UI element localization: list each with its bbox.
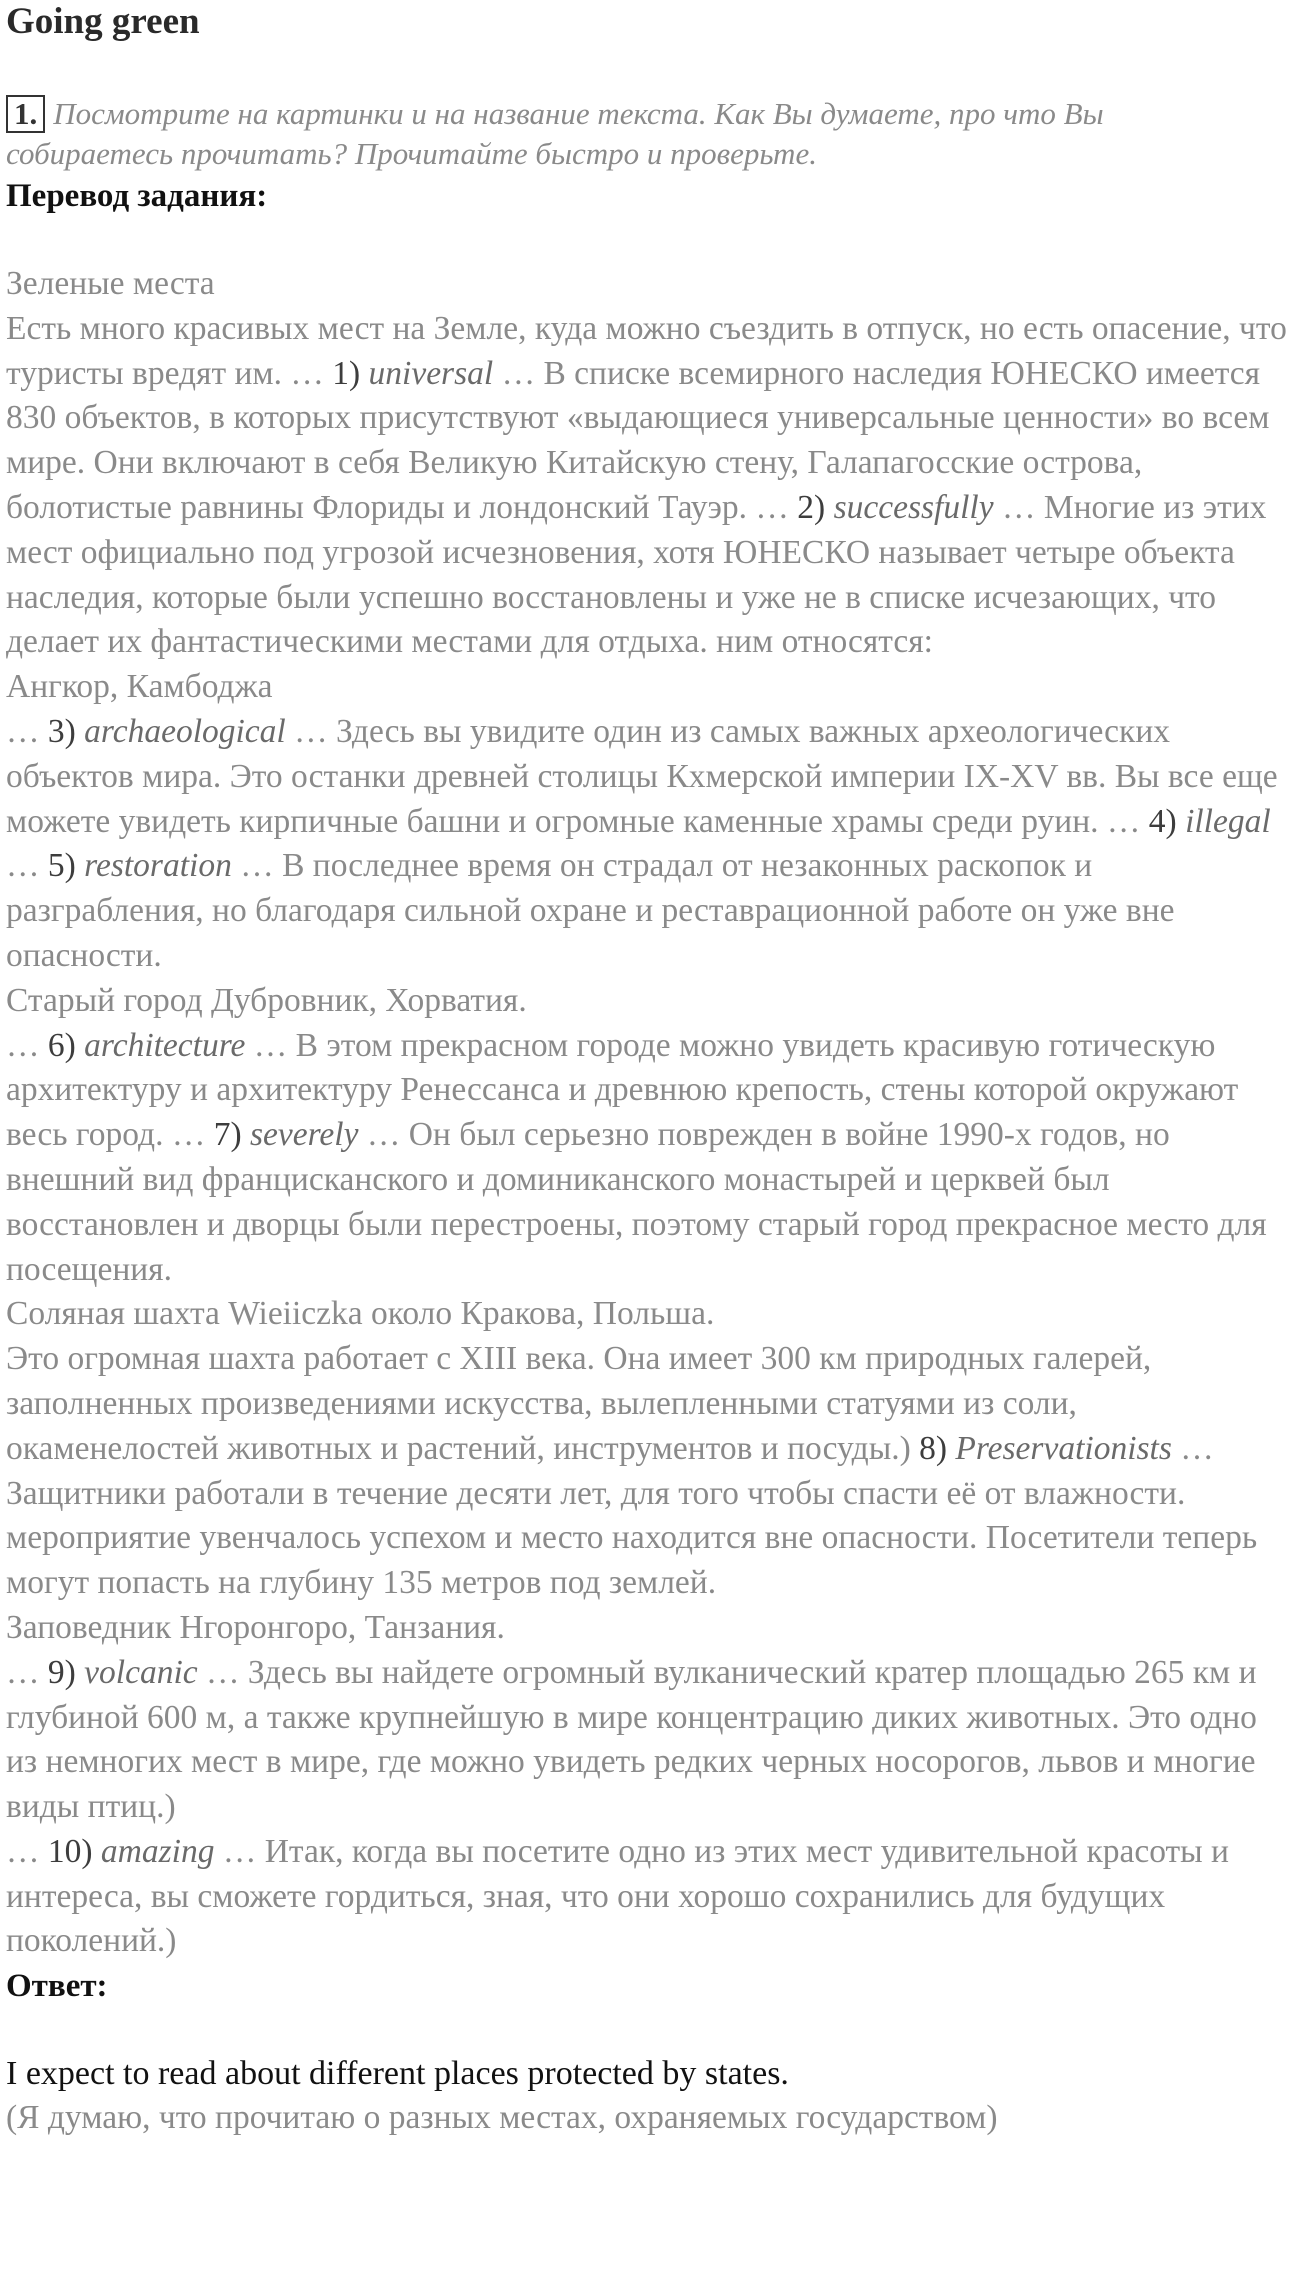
ellipsis: … xyxy=(1180,1429,1214,1467)
ellipsis: … xyxy=(222,1832,257,1870)
ellipsis: … xyxy=(240,847,274,885)
ellipsis: … xyxy=(206,1653,240,1691)
task-number-badge: 1. xyxy=(6,95,45,133)
translation-body xyxy=(6,262,1291,1964)
gap-word: volcanic xyxy=(84,1653,198,1691)
gap-word: severely xyxy=(250,1116,359,1154)
gap-number: 3) xyxy=(47,712,76,750)
document-page xyxy=(6,0,1291,2140)
task-instruction-text-1: Посмотрите на картинки и на название текста. Как Вы думаете, про что Вы xyxy=(53,96,1104,131)
gap-4 xyxy=(1149,803,1271,840)
ellipsis: … xyxy=(1001,488,1036,526)
task-instruction-line-2: собираетесь прочитать? Прочитайте быстро и проверьте. xyxy=(6,136,817,171)
gap-2 xyxy=(797,489,993,526)
ellipsis: … xyxy=(6,712,40,750)
gap-number: 6) xyxy=(47,1026,76,1064)
answer-english: I expect to read about different places protected by states. xyxy=(6,2055,789,2093)
place-heading-dubrovnik: Старый город Дубровник, Хорватия. xyxy=(6,981,527,1019)
paragraph-text: Защитники работали в течение десяти лет, для того чтобы спасти её от влажности. мероприятие увенчалось успехом и место находится вне опасности. Посетители теперь могут попасть на глубину 135 метров под землей. xyxy=(6,1474,1258,1602)
gap-number: 10) xyxy=(47,1832,93,1870)
gap-10 xyxy=(48,1833,215,1870)
gap-number: 5) xyxy=(47,847,76,885)
page-title: Going green xyxy=(6,1,200,42)
gap-number: 2) xyxy=(797,488,826,526)
answer-russian: (Я думаю, что прочитаю о разных местах, охраняемых государством) xyxy=(6,2099,998,2137)
paragraph-conclusion xyxy=(6,1830,1291,1964)
paragraph-dubrovnik xyxy=(6,1024,1291,1293)
gap-8 xyxy=(919,1430,1172,1467)
paragraph-intro xyxy=(6,307,1291,665)
paragraph-text: Итак, когда вы посетите одно из этих мест удивительной красоты и интереса, вы сможете гордиться, зная, что они хорошо сохранились для будущих поколений.) xyxy=(6,1832,1229,1960)
paragraph-angkor xyxy=(6,710,1291,979)
paragraph-text: Есть много красивых мест на Земле, куда можно съездить в отпуск, но есть опасение, что туристы вредят им. xyxy=(6,309,1287,392)
translation-heading: Перевод задания: xyxy=(6,178,268,214)
spacer xyxy=(6,2008,1291,2052)
gap-5 xyxy=(48,847,232,884)
gap-word: amazing xyxy=(100,1832,215,1870)
ellipsis: … xyxy=(501,354,536,392)
paragraph-text: В этом прекрасном городе можно увидеть красивую готическую архитектуру и архитектуру Ренессанса и древнюю крепость, стены которой окружают весь город. xyxy=(6,1026,1239,1154)
gap-word: Preservationists xyxy=(955,1429,1172,1467)
gap-3 xyxy=(48,713,286,750)
gap-word: successfully xyxy=(833,488,994,526)
ellipsis: … xyxy=(6,1653,40,1691)
task-block xyxy=(6,94,1291,174)
gap-number: 9) xyxy=(47,1653,76,1691)
gap-number: 4) xyxy=(1148,802,1177,840)
gap-1 xyxy=(332,355,493,392)
gap-number: 8) xyxy=(919,1429,948,1467)
paragraph-text: Он был серьезно поврежден в войне 1990-х годов, но внешний вид францисканского и доминиканского монастырей и церквей был восстановлен и дворцы были перестроены, поэтому старый город прекрасное место для посещения. xyxy=(6,1116,1267,1288)
paragraph-ngorongoro xyxy=(6,1651,1291,1830)
ellipsis: … xyxy=(755,488,789,526)
gap-6 xyxy=(48,1027,246,1064)
gap-word: illegal xyxy=(1185,802,1271,840)
paragraph-text: В списке всемирного наследия ЮНЕСКО имеется 830 объектов, в которых присутствуют «выдающиеся универсальные ценности» во всем мире. Они включают в себя Великую Китайскую стену, Галапагосские острова, болотистые равнины Флориды и лондонский Тауэр. xyxy=(6,354,1270,526)
ellipsis: … xyxy=(253,1026,288,1064)
ellipsis: … xyxy=(6,1026,40,1064)
gap-word: restoration xyxy=(84,847,232,885)
spacer xyxy=(6,218,1291,262)
paragraph-text: Это огромная шахта работает с XIII века. Она имеет 300 км природных галерей, заполненных произведениями искусства, вылепленными статуями из соли, окаменелостей животных и растений, инструментов и посуды.) xyxy=(6,1340,1152,1467)
ellipsis: … xyxy=(6,1832,40,1870)
answer-heading: Ответ: xyxy=(6,1968,108,2005)
ellipsis: … xyxy=(290,354,324,392)
gap-word: architecture xyxy=(84,1026,246,1064)
paragraph-text: Здесь вы найдете огромный вулканический кратер площадью 265 км и глубиной 600 м, а также крупнейшую в мире концентрацию диких животных. Это одно из немногих мест в мире, где можно увидеть редких черных носорогов, львов и многие виды птиц.) xyxy=(6,1653,1257,1826)
ellipsis: … xyxy=(294,712,328,750)
ellipsis: … xyxy=(1106,802,1141,840)
paragraph-text: В последнее время он страдал от незаконных раскопок и разграбления, но благодаря сильной охране и реставрационной работе он уже вне опасности. xyxy=(6,847,1175,974)
paragraph-wieliczka xyxy=(6,1337,1291,1606)
place-heading-wieliczka: Соляная шахта Wieiiczka около Кракова, Польша. xyxy=(6,1295,715,1333)
paragraph-text: Здесь вы увидите один из самых важных археологических объектов мира. Это останки древней столицы Кхмерской империи IX-XV вв. Вы все еще можете увидеть кирпичные башни и огромные каменные храмы среди руин. xyxy=(6,712,1278,840)
gap-9 xyxy=(48,1654,198,1691)
paragraph-text: Многие из этих мест официально под угрозой исчезновения, хотя ЮНЕСКО называет четыре объекта наследия, которые были успешно восстановлены и уже не в списке исчезающих, что делает их фантастическими местами для отдыха. ним относятся: xyxy=(6,488,1267,661)
text-heading: Зеленые места xyxy=(6,265,215,302)
task-instruction-line-1 xyxy=(6,94,1291,134)
ellipsis: … xyxy=(171,1116,206,1154)
ellipsis: … xyxy=(366,1116,401,1154)
gap-number: 7) xyxy=(213,1116,242,1154)
gap-7 xyxy=(214,1116,359,1153)
place-heading-angkor: Ангкор, Камбоджа xyxy=(6,668,273,706)
gap-word: universal xyxy=(368,354,494,392)
gap-word: archaeological xyxy=(84,712,286,750)
place-heading-ngorongoro: Заповедник Нгоронгоро, Танзания. xyxy=(6,1608,505,1646)
ellipsis: … xyxy=(6,847,40,885)
gap-number: 1) xyxy=(332,354,361,392)
